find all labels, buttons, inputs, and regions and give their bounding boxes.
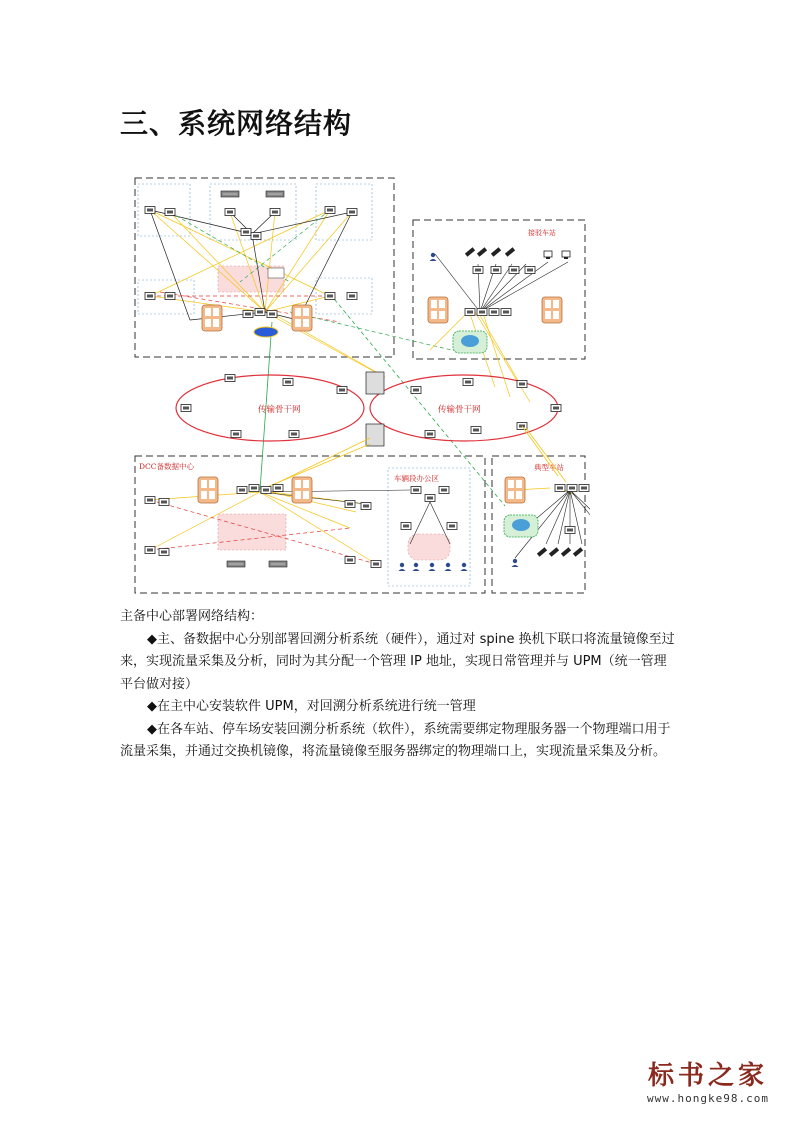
page-heading: 三、系统网络结构 bbox=[120, 107, 353, 140]
paragraph-3: ◆在各车站、停车场安装回溯分析系统（软件），系统需要绑定物理服务器一个物理端口用于流量采集，并通过交换机镜像，将流量镜像至服务器绑定的物理端口上，实现流量采集及分析。 bbox=[120, 721, 671, 759]
dcc-label: DCC备数据中心 bbox=[139, 462, 194, 471]
ring-right-label: 传输骨干网 bbox=[438, 405, 481, 415]
station-connect-frame bbox=[413, 220, 585, 359]
station-connect-label: 接驳车站 bbox=[528, 229, 556, 237]
network-diagram bbox=[130, 172, 590, 596]
typical-station-label: 典型车站 bbox=[534, 463, 564, 472]
watermark-title: 标书之家 bbox=[647, 1061, 768, 1091]
watermark-url: www.hongke98.com bbox=[647, 1092, 769, 1105]
main-center-devices bbox=[145, 191, 357, 337]
body-text bbox=[120, 606, 676, 764]
dcc-frame bbox=[135, 456, 485, 593]
intro-line: 主备中心部署网络结构： bbox=[120, 609, 264, 624]
station-connect-network bbox=[428, 247, 570, 402]
vehicle-office-label: 车辆段办公区 bbox=[394, 474, 439, 483]
paragraph-2: ◆在主中心安装软件 UPM，对回溯分析系统进行统一管理 bbox=[147, 699, 476, 714]
watermark-logo bbox=[638, 1060, 778, 1105]
paragraph-1: ◆主、备数据中心分别部署回溯分析系统（硬件），通过对 spine 换机下联口将流量镜像至过来，实现流量采集及分析，同时为其分配一个管理 IP 地址，实现日常管理并与 UPM（统一管理平台做对接） bbox=[120, 631, 675, 692]
ring-left-label: 传输骨干网 bbox=[258, 405, 301, 415]
